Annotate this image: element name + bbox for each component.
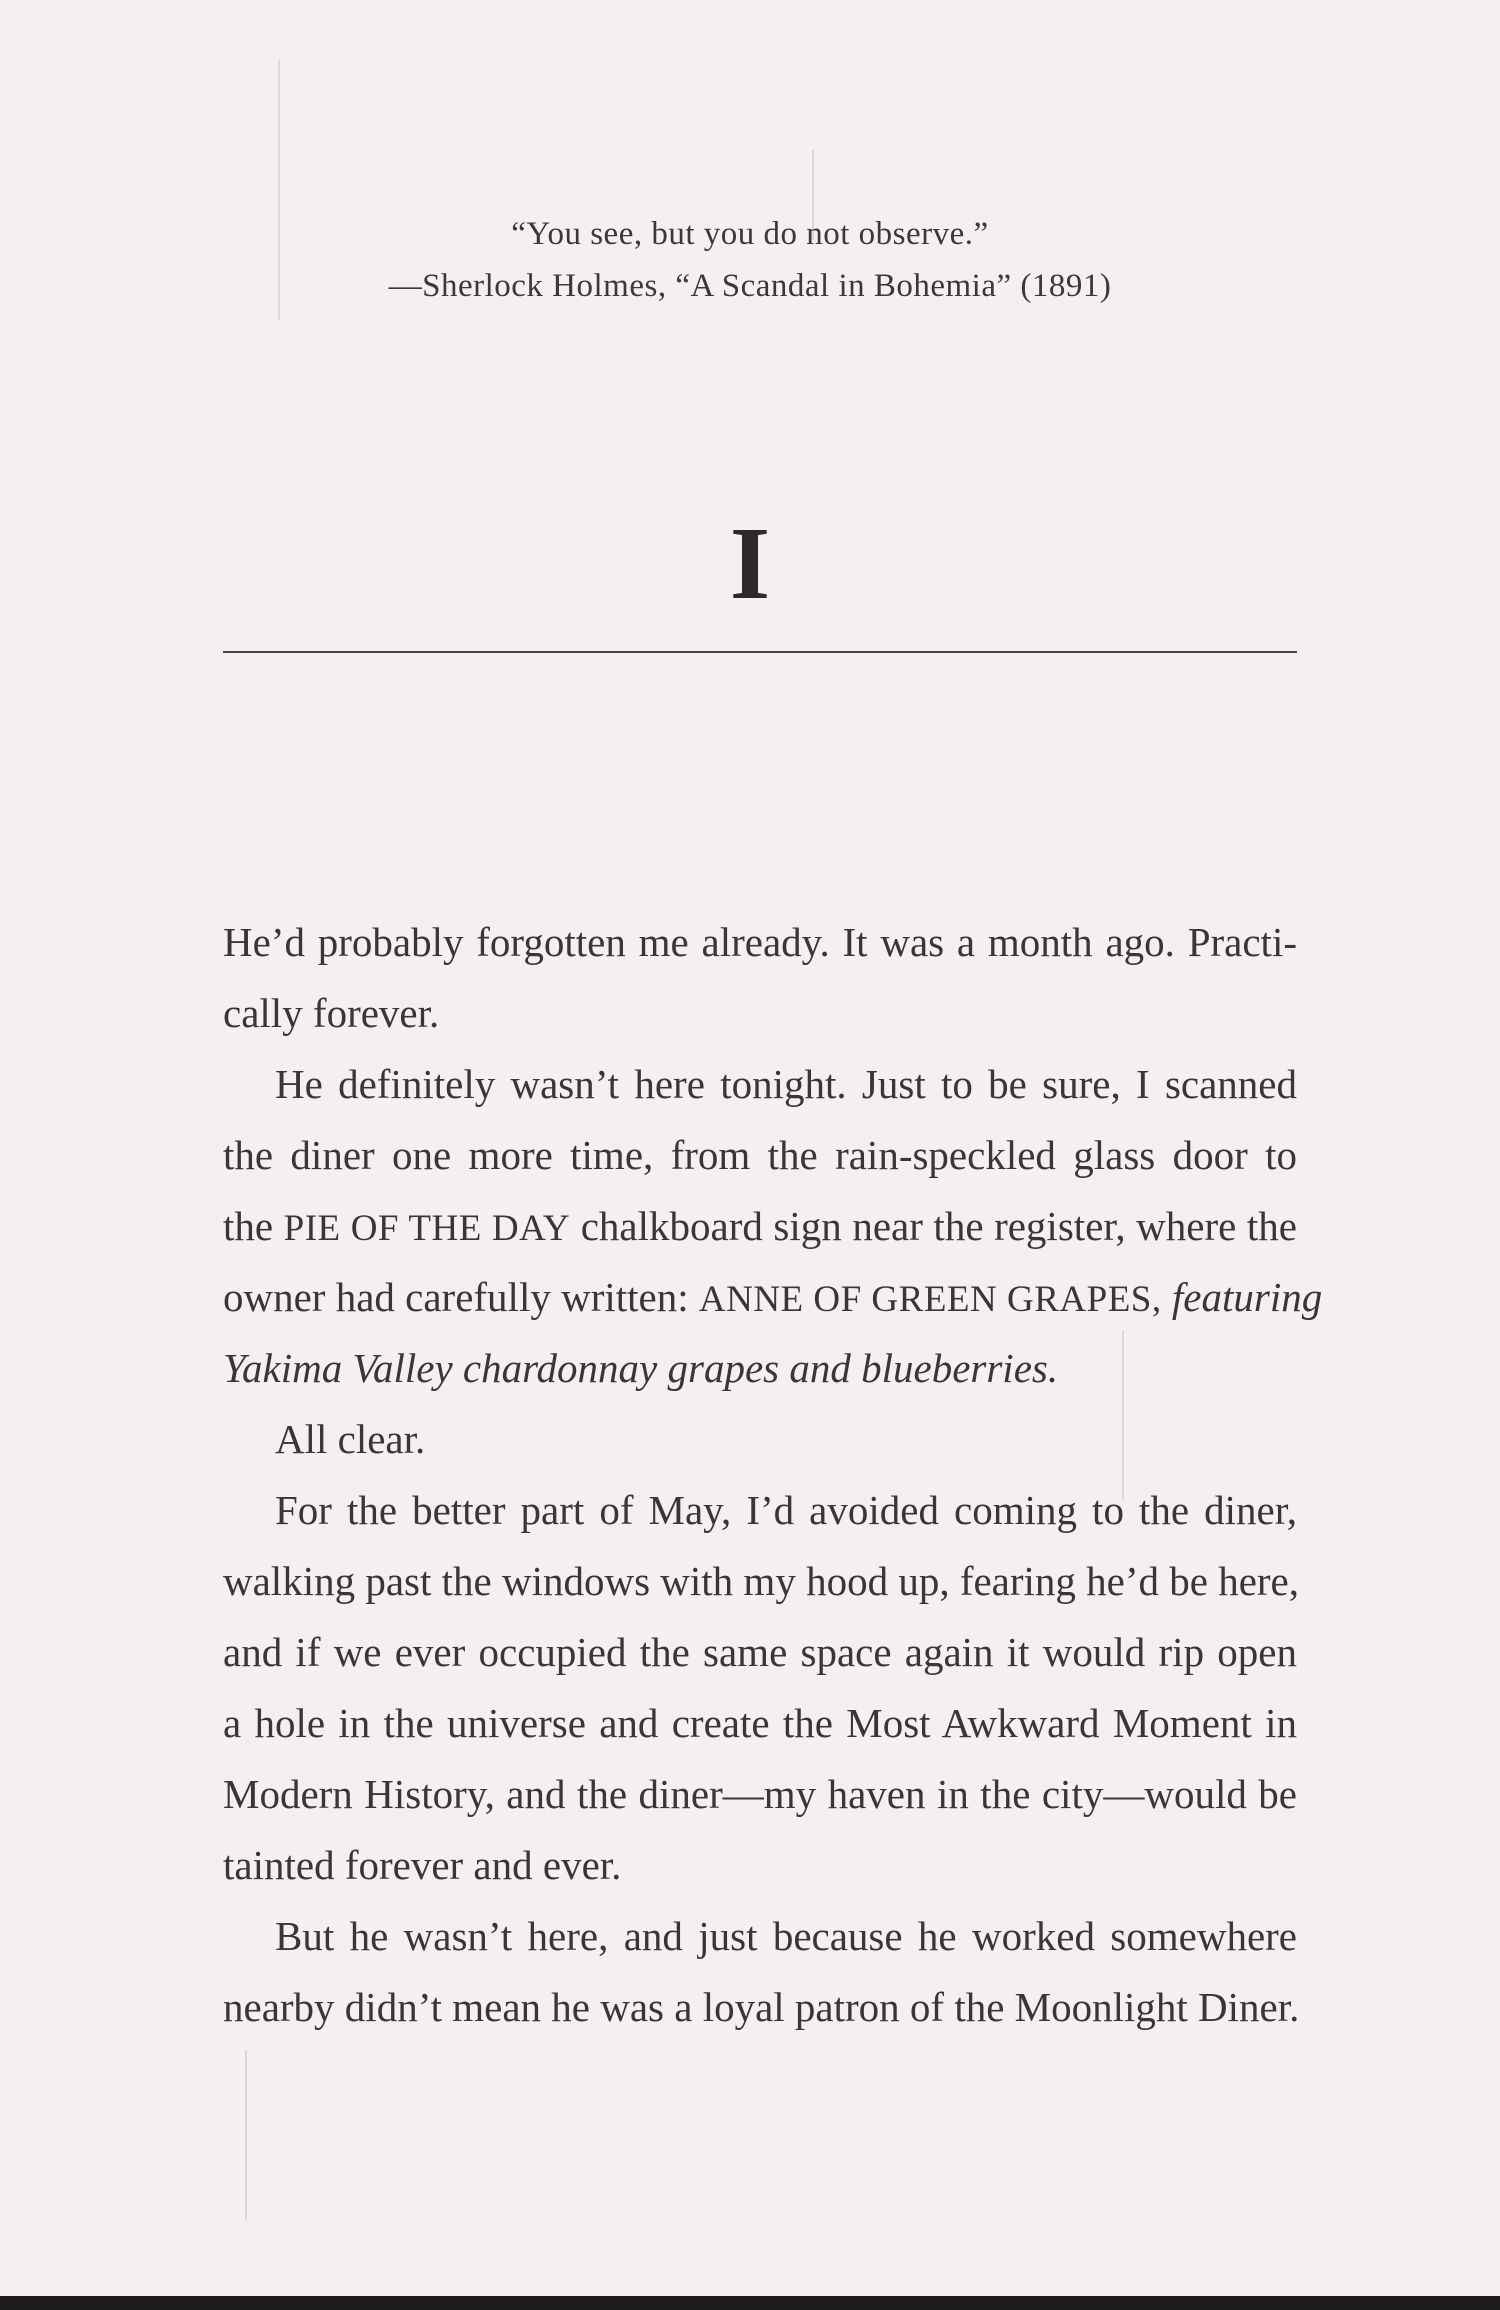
body-line: and if we ever occupied the same space again it would rip open: [223, 1629, 1297, 1675]
epigraph-attribution: —Sherlock Holmes, “A Scandal in Bohemia” (1891): [388, 268, 1112, 304]
body-line: But he wasn’t here, and just because he worked somewhere: [275, 1913, 1297, 1959]
body-line: cally forever.: [223, 990, 440, 1036]
page-bottom-edge: [0, 2296, 1500, 2310]
body-line: walking past the windows with my hood up, fearing he’d be here,: [223, 1558, 1300, 1604]
body-line: Modern History, and the diner—my haven in the city—would be: [223, 1771, 1297, 1817]
body-line: tainted forever and ever.: [223, 1842, 622, 1888]
body-line: [223, 1201, 1297, 1254]
epigraph-quote: “You see, but you do not observe.”: [511, 216, 989, 252]
small-caps-run: PIE OF THE DAY: [283, 1208, 571, 1249]
body-line: the diner one more time, from the rain-speckled glass door to: [223, 1132, 1297, 1178]
text-run: the: [223, 1203, 284, 1249]
body-line: nearby didn’t mean he was a loyal patron of the Moonlight Diner.: [223, 1984, 1300, 2030]
body-line: For the better part of May, I’d avoided coming to the diner,: [275, 1487, 1297, 1533]
chapter-number: I: [729, 506, 771, 621]
body-line: [223, 1272, 1323, 1325]
body-line: He definitely wasn’t here tonight. Just to be sure, I scanned: [275, 1061, 1297, 1107]
small-caps-run: ANNE OF GREEN GRAPES,: [698, 1279, 1162, 1320]
body-line: a hole in the universe and create the Most Awkward Moment in: [223, 1700, 1297, 1746]
chapter-divider: [223, 651, 1297, 653]
text-run: chalkboard sign near the register, where the: [570, 1203, 1297, 1249]
body-line: He’d probably forgotten me already. It was a month ago. Practi-: [223, 919, 1297, 965]
body-line: Yakima Valley chardonnay grapes and blueberries.: [223, 1345, 1059, 1391]
scan-artifact: [245, 2050, 247, 2220]
italic-run: featuring: [1161, 1274, 1323, 1320]
body-line: All clear.: [275, 1416, 426, 1462]
text-run: owner had carefully written:: [223, 1274, 699, 1320]
